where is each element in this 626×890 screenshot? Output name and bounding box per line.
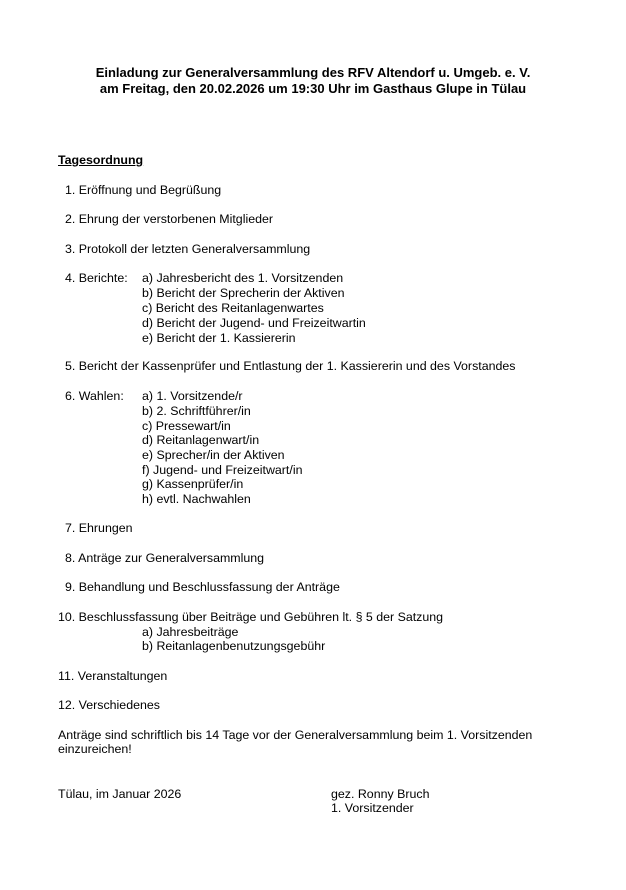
agenda-item-2: 2. Ehrung der verstorbenen Mitglieder — [65, 212, 274, 226]
agenda-item-12: 12. Verschiedenes — [58, 698, 160, 712]
agenda-item-6-sub-d: d) Reitanlagenwart/in — [142, 433, 260, 447]
agenda-item-4-label: 4. Berichte: — [65, 271, 128, 285]
notice-line-2: einzureichen! — [58, 742, 132, 756]
agenda-item-4-sub-d: d) Bericht der Jugend- und Freizeitwartin — [142, 316, 366, 330]
agenda-item-6-sub-b: b) 2. Schriftführer/in — [142, 404, 251, 418]
agenda-item-10-sub-b: b) Reitanlagenbenutzungsgebühr — [142, 639, 326, 653]
agenda-item-10-label: 10. Beschlussfassung über Beiträge und Gebühren lt. § 5 der Satzung — [58, 610, 444, 624]
agenda-item-6-sub-g: g) Kassenprüfer/in — [142, 477, 244, 491]
invitation-title-line2: am Freitag, den 20.02.2026 um 19:30 Uhr im Gasthaus Glupe in Tülau — [99, 81, 527, 96]
agenda-item-10-sub-a: a) Jahresbeiträge — [142, 625, 239, 639]
signature-role: 1. Vorsitzender — [331, 801, 414, 815]
agenda-item-4-sub-c: c) Bericht des Reitanlagenwartes — [142, 301, 324, 315]
agenda-item-7: 7. Ehrungen — [65, 521, 133, 535]
agenda-heading: Tagesordnung — [58, 153, 144, 167]
agenda-item-6-sub-a: a) 1. Vorsitzende/r — [142, 389, 243, 403]
agenda-item-6-sub-f: f) Jugend- und Freizeitwart/in — [142, 463, 303, 477]
agenda-item-4-sub-e: e) Bericht der 1. Kassiererin — [142, 331, 296, 345]
agenda-item-6-sub-c: c) Pressewart/in — [142, 419, 231, 433]
agenda-item-6-sub-h: h) evtl. Nachwahlen — [142, 492, 251, 506]
agenda-item-8: 8. Anträge zur Generalversammlung — [65, 551, 265, 565]
place-date: Tülau, im Januar 2026 — [58, 787, 182, 801]
agenda-item-3: 3. Protokoll der letzten Generalversammlung — [65, 242, 311, 256]
agenda-item-11: 11. Veranstaltungen — [58, 669, 168, 683]
notice-line-1: Anträge sind schriftlich bis 14 Tage vor der Generalversammlung beim 1. Vorsitzenden — [58, 728, 533, 742]
invitation-title-line1: Einladung zur Generalversammlung des RFV Altendorf u. Umgeb. e. V. — [95, 65, 531, 80]
agenda-item-6-label: 6. Wahlen: — [65, 389, 124, 403]
signature-name: gez. Ronny Bruch — [331, 787, 430, 801]
agenda-item-4-sub-a: a) Jahresbericht des 1. Vorsitzenden — [142, 271, 344, 285]
agenda-item-9: 9. Behandlung und Beschlussfassung der Anträge — [65, 580, 340, 594]
agenda-item-1: 1. Eröffnung und Begrüßung — [65, 183, 222, 197]
agenda-item-6-sub-e: e) Sprecher/in der Aktiven — [142, 448, 285, 462]
agenda-item-4-sub-b: b) Bericht der Sprecherin der Aktiven — [142, 286, 345, 300]
agenda-item-5: 5. Bericht der Kassenprüfer und Entlastung der 1. Kassiererin und des Vorstandes — [65, 359, 516, 373]
